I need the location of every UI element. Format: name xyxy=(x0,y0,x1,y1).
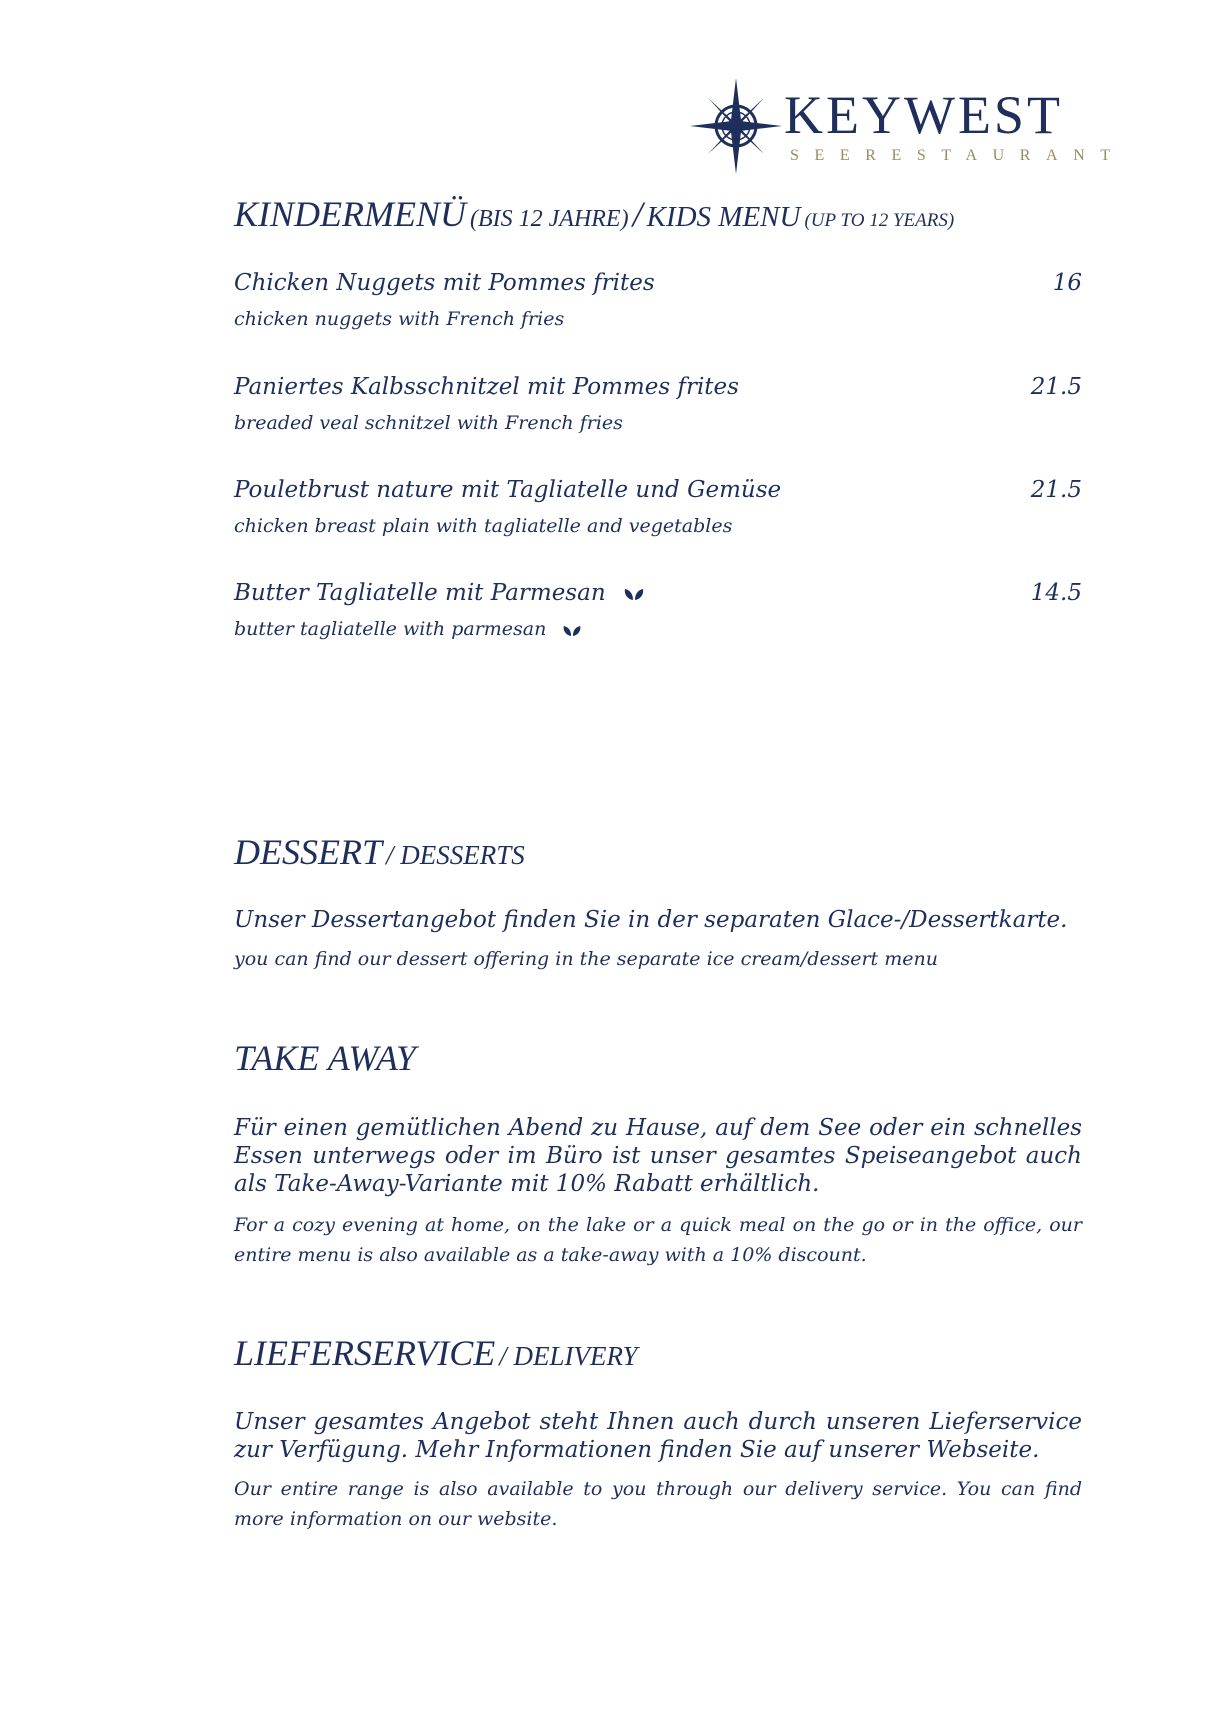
delivery-text-en: Our entire range is also available to you through our delivery service. You can find more information on our website. xyxy=(234,1478,1082,1530)
kids-menu-heading xyxy=(234,196,954,232)
menu-item-description: chicken nuggets with French fries xyxy=(234,308,565,330)
menu-item-price: 21.5 xyxy=(1030,374,1082,400)
menu-item-price: 16 xyxy=(1052,270,1082,296)
delivery-title-en: / DELIVERY xyxy=(499,1341,638,1371)
delivery-title: LIEFERSERVICE xyxy=(234,1333,496,1373)
compass-rose-icon xyxy=(688,76,784,176)
menu-item-name: Paniertes Kalbsschnitzel mit Pommes frites xyxy=(234,374,739,400)
logo-subtitle: SEERESTAURANT xyxy=(790,147,1126,164)
dessert-heading xyxy=(234,834,525,870)
dessert-text-de: Unser Dessertangebot finden Sie in der separaten Glace-/Dessertkarte. xyxy=(234,907,1068,933)
restaurant-logo xyxy=(688,76,1126,176)
menu-item-description: chicken breast plain with tagliatelle and vegetables xyxy=(234,515,733,537)
menu-item-name-wrap xyxy=(234,580,645,606)
takeaway-heading xyxy=(234,1040,416,1076)
menu-item-name: Butter Tagliatelle mit Parmesan xyxy=(234,580,606,606)
dessert-title-en: / DESSERTS xyxy=(386,840,525,870)
dessert-title: DESSERT xyxy=(234,832,382,872)
menu-item-description: butter tagliatelle with parmesan xyxy=(234,618,547,640)
delivery-heading xyxy=(234,1335,638,1371)
delivery-text-de: Unser gesamtes Angebot steht Ihnen auch durch unseren Lieferservice zur Verfügung. Mehr Informationen finden Sie auf unserer Webseite. xyxy=(234,1409,1082,1463)
menu-item-name: Chicken Nuggets mit Pommes frites xyxy=(234,270,655,296)
kids-menu-age-en: (UP TO 12 YEARS) xyxy=(804,210,955,231)
logo-name: KEYWEST xyxy=(784,85,1063,145)
vegetarian-leaf-icon xyxy=(562,624,582,637)
dessert-text-en: you can find our dessert offering in the separate ice cream/dessert menu xyxy=(234,948,938,970)
takeaway-text-de: Für einen gemütlichen Abend zu Hause, auf dem See oder ein schnelles Essen unterwegs oder im Büro ist unser gesamtes Speiseangebot auch als Take-Away-Variante mit 10% Rabatt erhältlich. xyxy=(234,1115,1082,1197)
menu-item-description-wrap xyxy=(234,618,582,640)
menu-item-price: 21.5 xyxy=(1030,477,1082,503)
menu-item-name: Pouletbrust nature mit Tagliatelle und Gemüse xyxy=(234,477,782,503)
kids-menu-age-de: (BIS 12 JAHRE) xyxy=(469,206,629,232)
kids-menu-separator: / xyxy=(632,194,643,234)
menu-item-description: breaded veal schnitzel with French fries xyxy=(234,412,623,434)
takeaway-title: TAKE AWAY xyxy=(234,1038,416,1078)
takeaway-text-en: For a cozy evening at home, on the lake or a quick meal on the go or in the office, our entire menu is also available as a take-away with a 10% discount. xyxy=(234,1214,1082,1266)
vegetarian-leaf-icon xyxy=(623,587,645,601)
menu-item-price: 14.5 xyxy=(1030,580,1082,606)
kids-menu-title-en: KIDS MENU xyxy=(646,201,801,233)
kids-menu-title: KINDERMENÜ xyxy=(234,194,466,234)
